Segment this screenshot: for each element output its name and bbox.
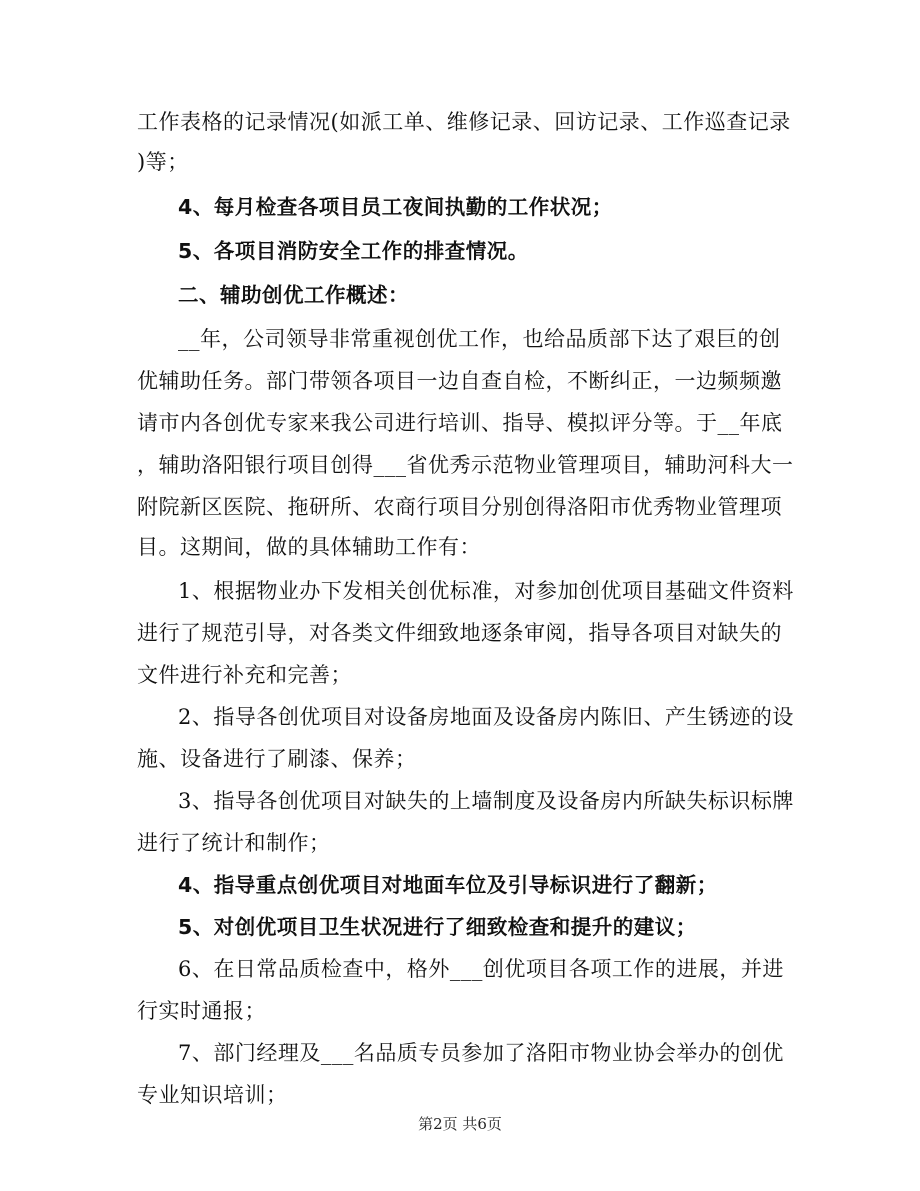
text-line-11: 目。这期间，做的具体辅助工作有：: [137, 535, 481, 559]
text-line-13: 进行了规范引导，对各类文件细致地逐条审阅，指导各项目对缺失的: [137, 621, 782, 645]
text-line-4: 5、各项目消防安全工作的排查情况。: [178, 239, 529, 263]
section-heading: 二、辅助创优工作概述：: [178, 283, 409, 307]
text-line-10: 附院新区医院、拖研所、农商行项目分别创得洛阳市优秀物业管理项: [137, 495, 782, 519]
text-line-1: 工作表格的记录情况(如派工单、维修记录、回访记录、工作巡查记录: [137, 110, 791, 134]
text-line-7: 优辅助任务。部门带领各项目一边自查自检，不断纠正，一边频频邀: [137, 369, 782, 393]
text-line-23: 7、部门经理及___名品质专员参加了洛阳市物业协会举办的创优: [178, 1041, 784, 1065]
page-number-footer: 第2页 共6页: [418, 1115, 502, 1133]
text-line-16: 施、设备进行了刷漆、保养；: [137, 747, 417, 771]
text-line-14: 文件进行补充和完善；: [137, 663, 352, 687]
text-line-22: 行实时通报；: [137, 999, 266, 1023]
text-line-24: 专业知识培训；: [137, 1083, 288, 1107]
text-line-8: 请市内各创优专家来我公司进行培训、指导、模拟评分等。于__年底: [137, 411, 783, 435]
text-line-19: 4、指导重点创优项目对地面车位及引导标识进行了翻新；: [178, 873, 718, 897]
text-line-15: 2、指导各创优项目对设备房地面及设备房内陈旧、产生锈迹的设: [178, 705, 794, 729]
text-line-20: 5、对创优项目卫生状况进行了细致检查和提升的建议；: [178, 915, 697, 939]
text-line-17: 3、指导各创优项目对缺失的上墙制度及设备房内所缺失标识标牌: [178, 789, 794, 813]
text-line-6: __年，公司领导非常重视创优工作，也给品质部下达了艰巨的创: [178, 327, 781, 351]
text-line-9: ，辅助洛阳银行项目创得___省优秀示范物业管理项目，辅助河科大一: [137, 453, 794, 477]
text-line-21: 6、在日常品质检查中，格外___创优项目各项工作的进展，并进: [178, 957, 784, 981]
text-line-18: 进行了统计和制作；: [137, 831, 331, 855]
text-line-2: )等；: [137, 150, 189, 174]
text-line-3: 4、每月检查各项目员工夜间执勤的工作状况；: [178, 195, 613, 219]
text-line-12: 1、根据物业办下发相关创优标准，对参加创优项目基础文件资料: [178, 579, 794, 603]
